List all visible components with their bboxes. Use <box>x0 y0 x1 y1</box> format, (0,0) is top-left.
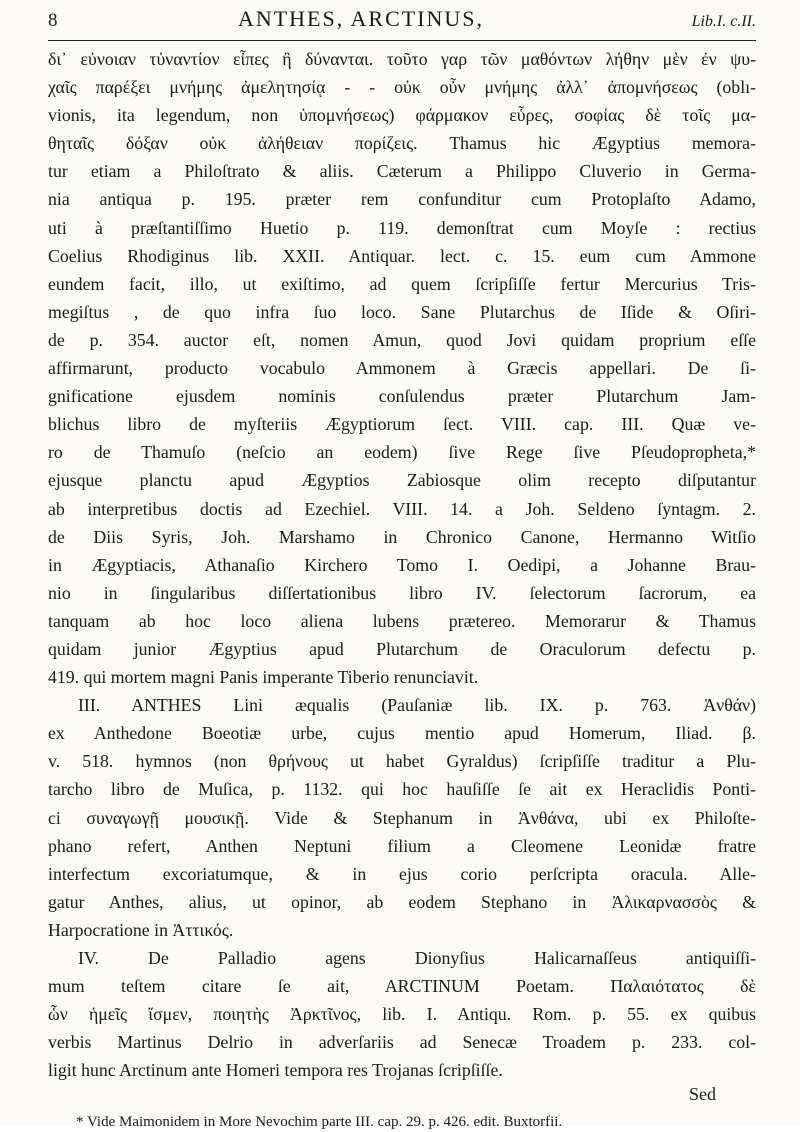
text-line: blichus libro de myſteriis Ægyptiorum ſect. VIII. cap. III. Quæ ve- <box>48 414 756 435</box>
chapter-reference: Lib.I. c.II. <box>691 13 756 30</box>
text-line: in Ægyptiacis, Athanaſio Kirchero Tomo I. Oedipi, a Johanne Brau- <box>48 554 756 575</box>
text-line: vionis, ita legendum, non ὑπομνήσεως) φάρμακον εὗρες, σοφίας δὲ τοῖς μα- <box>48 105 756 126</box>
text-line: ci συναγωγῇ μουσικῇ. Vide & Stephanum in Ἀνθάνα, ubi ex Philoſte- <box>48 807 756 828</box>
section-thamus <box>48 45 756 691</box>
text-line: de Diis Syris, Joh. Marshamo in Chronico Canone, Hermanno Witſio <box>48 526 756 547</box>
text-line: tanquam ab hoc loco aliena lubens prætereo. Memorarur & Thamus <box>48 610 756 631</box>
main-text <box>48 45 756 1084</box>
section-anthes <box>48 691 756 944</box>
page-number: 8 <box>48 10 58 31</box>
text-line: megiſtus , de quo infra ſuo loco. Sane Plutarchus de Iſide & Oſiri- <box>48 301 756 322</box>
text-line: nia antiqua p. 195. præter rem confunditur cum Protoplaſto Adamo, <box>48 189 756 210</box>
text-line: χαῖς παρέξει μνήμης ἀμελητησίᾳ - - οὐκ οὖν μνήμης ἀλλ᾽ ἀπομνήσεως (oblı- <box>48 77 756 98</box>
running-head <box>48 6 756 41</box>
section-arctinus <box>48 944 756 1084</box>
text-line: tarcho libro de Muſica, p. 1132. qui hoc hauſiſſe ſe ait ex Heraclidis Ponti- <box>48 779 756 800</box>
running-title: ANTHES, ARCTINUS, <box>237 6 485 31</box>
text-line: ro de Thamuſo (neſcio an eodem) ſive Rege ſive Pſeudopropheta,* <box>48 442 756 463</box>
text-line: nio in ſingularibus diſſertationibus libro IV. ſelectorum ſacrorum, ea <box>48 582 756 603</box>
text-line: tur etiam a Philoſtrato & aliis. Cæterum a Philippo Cluverio in Germa- <box>48 161 756 182</box>
text-line: gatur Anthes, alius, ut opinor, ab eodem Stephano in Ἀλικαρνασσὸς & <box>48 891 756 912</box>
text-line: gnificatione ejusdem nominis conſulendus præter Plutarchum Jam- <box>48 386 756 407</box>
text-line: affirmarunt, producto vocabulo Ammonem à Græcis appellari. De ſi- <box>48 358 756 379</box>
catchword: Sed <box>689 1084 716 1105</box>
text-line: δι᾽ εὐνοιαν τὐναντίον εἶπες ἢ δύνανται. τοῦτο γαρ τῶν μαθόντων λήθην μὲν ἐν ψυ- <box>48 49 756 69</box>
text-line: interfectum excoriatumque, & in ejus corio perſcripta oracula. Alle- <box>48 863 756 884</box>
text-line: ab interpretibus doctis ad Ezechiel. VIII. 14. a Joh. Seldeno ſyntagm. 2. <box>48 498 756 519</box>
footnote: * Vide Maimonidem in More Nevochim parte III. cap. 29. p. 426. edit. Buxtorfii. <box>76 1114 563 1131</box>
text-line: III. ANTHES Lini æqualis (Pauſaniæ lib. IX. p. 763. Ἀνθάν) <box>78 695 756 716</box>
text-line: uti à præſtantiſſimo Huetio p. 119. demonſtrat cum Moyſe : rectius <box>48 217 756 238</box>
text-line: phano refert, Anthen Neptuni filium a Cleomene Leonidæ fratre <box>48 835 756 856</box>
text-line: Coelius Rhodiginus lib. XXII. Antiquar. lect. c. 15. eum cum Ammone <box>48 245 756 266</box>
text-line: 419. qui mortem magni Panis imperante Tiberio renunciavit. <box>48 667 479 688</box>
text-line: eundem facit, illo, ut exiſtimo, ad quem ſcripſiſſe fertur Mercurius Tris- <box>48 273 756 294</box>
text-line: ex Anthedone Boeotiæ urbe, cujus mentio apud Homerum, Iliad. β. <box>48 723 756 744</box>
text-line: Harpocratione in Ἀττικός. <box>48 919 234 940</box>
text-line: ligit hunc Arctinum ante Homeri tempora res Trojanas ſcripſiſſe. <box>48 1060 503 1081</box>
text-line: v. 518. hymnos (non θρήνους ut habet Gyraldus) ſcripſiſſe traditur a Plu- <box>48 751 756 772</box>
text-line: θηταῖς δόξαν οὐκ ἀλήθειαν πορίζεις. Thamus hic Ægyptius memora- <box>48 133 756 154</box>
text-line: ὧν ἡμεῖς ἴσμεν, ποιητὴς Ἀρκτῖνος, lib. I. Antiqu. Rom. p. 55. ex quibus <box>48 1004 756 1025</box>
text-line: de p. 354. auctor eſt, nomen Amun, quod Jovi quidam proprium eſſe <box>48 329 756 350</box>
text-line: verbis Martinus Delrio in adverſariis ad Senecæ Troadem p. 233. col- <box>48 1032 756 1053</box>
text-line: mum teſtem citare ſe ait, ARCTINUM Poetam. Παλαιότατος δὲ <box>48 976 756 997</box>
text-line: IV. De Palladio agens Dionyſius Halicarnaſſeus antiquiſſi- <box>78 948 756 968</box>
text-line: quidam junior Ægyptius apud Plutarchum de Oraculorum defectu p. <box>48 638 756 659</box>
text-line: ejusque planctu apud Ægyptios Zabiosque olim recepto diſputantur <box>48 470 756 491</box>
